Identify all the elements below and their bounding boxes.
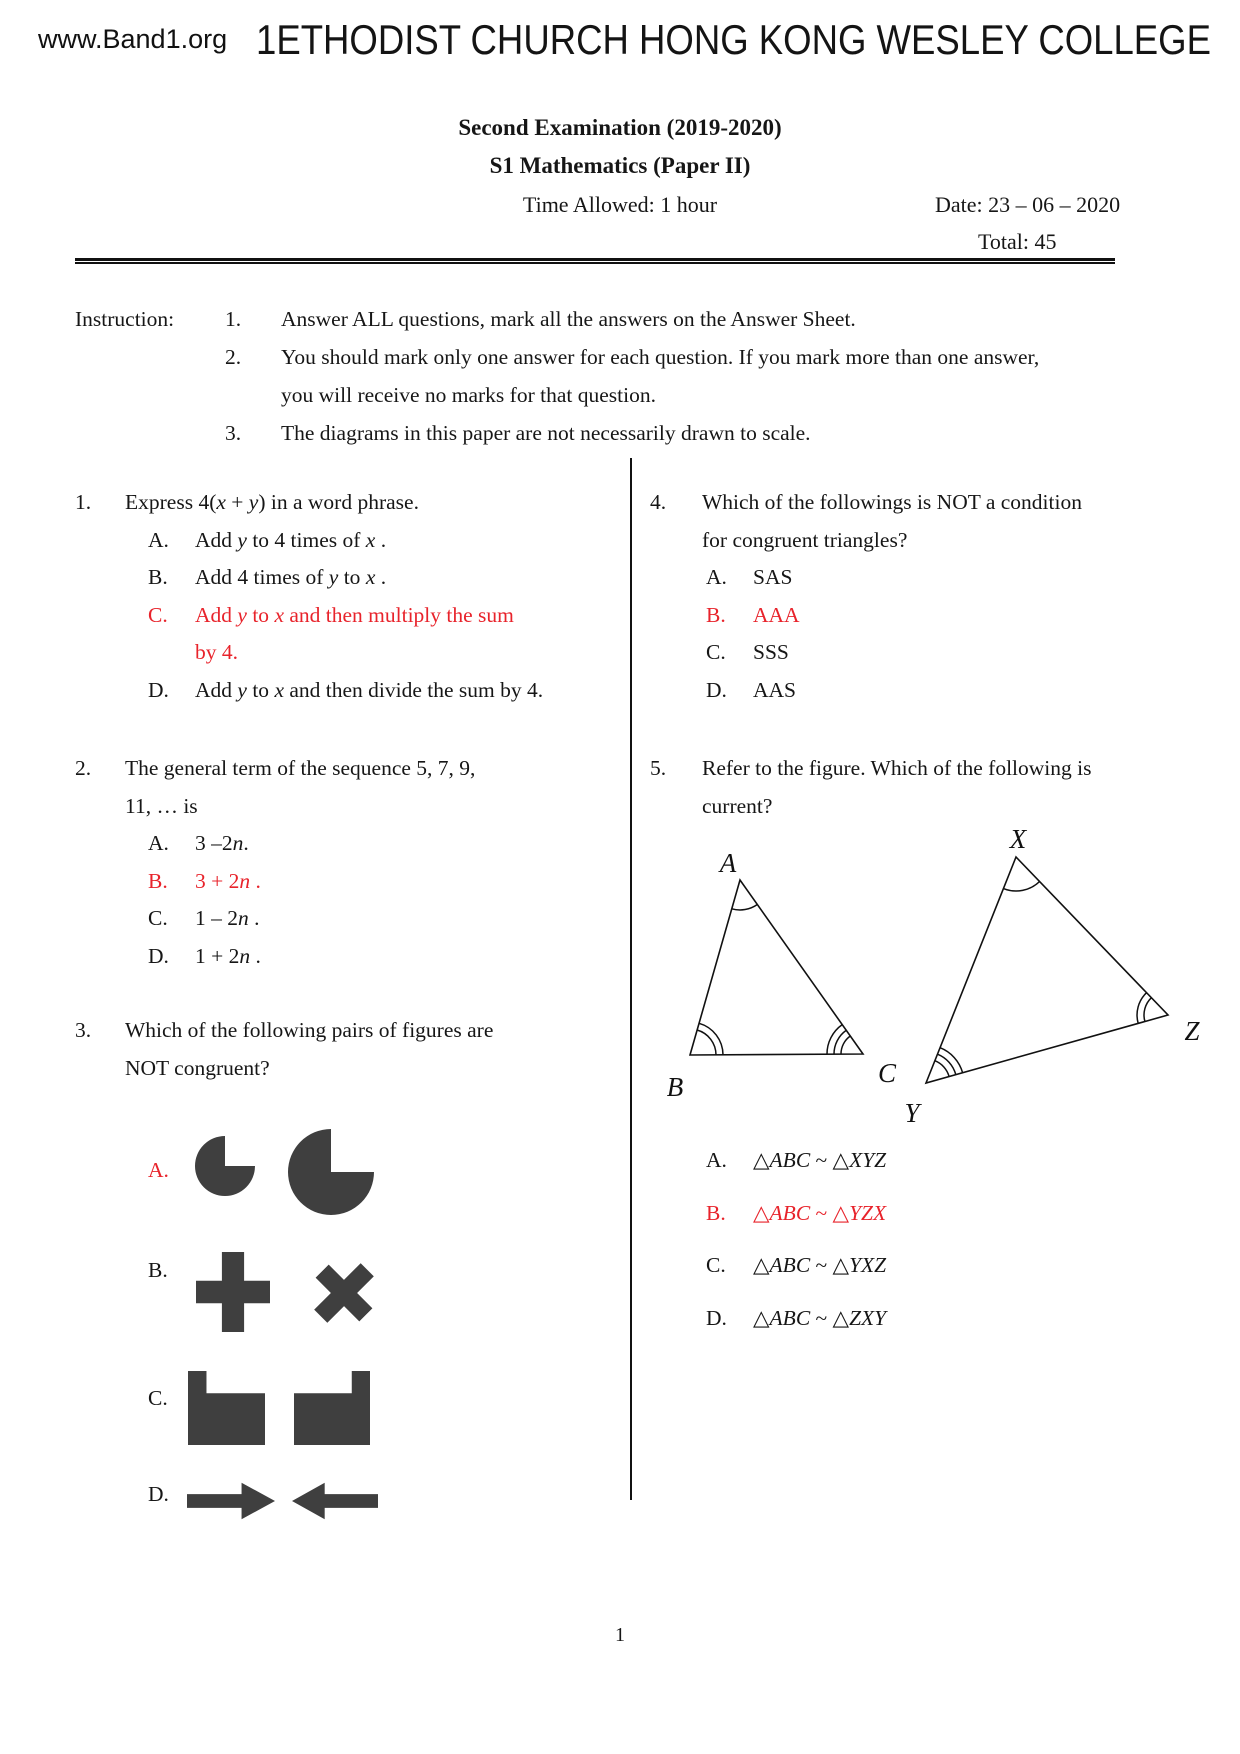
vertex-label-x: X (1009, 824, 1027, 854)
option-b-label: B. (148, 1258, 168, 1282)
question-text: The general term of the sequence 5, 7, 9, 11, … is (125, 756, 476, 818)
option-label: D. (148, 677, 169, 702)
option-d (706, 1300, 1210, 1338)
instruction-number: 3. (225, 421, 242, 445)
right-arrow-figure (187, 1482, 275, 1520)
exam-time-allowed: Time Allowed: 1 hour (522, 192, 718, 217)
cross-figure-inner (299, 1248, 390, 1339)
option-a (706, 559, 1240, 597)
cross-figure (313, 1260, 375, 1326)
option-a (706, 1142, 1210, 1180)
angle-arc-b (697, 1030, 716, 1055)
watermark-url: www.Band1.org (38, 24, 228, 54)
option-a-label: A. (148, 1158, 169, 1182)
option-b (706, 597, 1240, 635)
option-c (706, 634, 1240, 672)
instructions-list (225, 300, 1195, 452)
option-text: △ABC ~ △ZXY (753, 1305, 887, 1330)
option-text: △ABC ~ △YZX (753, 1200, 887, 1225)
question-text: Which of the following pairs of figures are NOT congruent? (125, 1018, 494, 1080)
angle-arc-y (940, 1048, 963, 1073)
option-b (706, 1195, 1210, 1233)
school-name: 1ETHODIST CHURCH HONG KONG WESLEY COLLEGE (256, 16, 1211, 63)
option-d (148, 938, 620, 976)
instruction-item (225, 414, 1195, 452)
option-d-label: D. (148, 1482, 169, 1506)
instruction-number: 1. (225, 307, 242, 331)
option-label: D. (148, 943, 169, 968)
option-label: C. (706, 1253, 726, 1278)
question-2 (75, 750, 620, 976)
instruction-item (225, 300, 1195, 338)
option-a (148, 522, 620, 560)
option-label: D. (706, 677, 727, 702)
option-label: C. (148, 906, 168, 931)
instructions-label: Instruction: (75, 307, 175, 331)
option-b (148, 559, 620, 597)
option-label: C. (706, 640, 726, 665)
question-5 (650, 750, 1240, 1370)
page-number: 1 (615, 1624, 625, 1646)
option-c-label: C. (148, 1386, 168, 1410)
question-1 (75, 484, 620, 710)
triangle-xyz (926, 857, 1168, 1083)
instruction-text: The diagrams in this paper are not necessarily drawn to scale. (281, 421, 811, 445)
option-a (148, 825, 620, 863)
option-label: A. (148, 527, 169, 552)
question-number: 5. (650, 756, 667, 780)
question-text: Which of the followings is NOT a condition for congruent triangles? (702, 490, 1082, 552)
option-text: 1 – 2n . (195, 906, 260, 931)
option-text: Add y to 4 times of x . (195, 527, 387, 552)
option-d (148, 672, 620, 710)
exam-subject: S1 Mathematics (Paper II) (489, 153, 751, 178)
option-text: AAS (753, 677, 797, 702)
angle-arc-y (935, 1061, 949, 1077)
option-label: D. (706, 1305, 727, 1330)
option-c (148, 597, 620, 672)
notched-square-right-figure (294, 1371, 370, 1445)
angle-arc-a (732, 905, 758, 910)
angle-arc-c (841, 1036, 850, 1054)
angle-arc-x (1003, 882, 1039, 892)
option-text: SAS (753, 565, 793, 590)
question-number: 3. (75, 1018, 92, 1042)
question-number: 2. (75, 756, 92, 780)
question-number: 4. (650, 490, 667, 514)
option-label: A. (706, 1148, 727, 1172)
option-text: AAA (753, 602, 800, 627)
instruction-text: Answer ALL questions, mark all the answers on the Answer Sheet. (281, 307, 856, 331)
option-text: 1 + 2n . (195, 943, 261, 968)
option-text: SSS (753, 640, 789, 665)
option-label: C. (148, 602, 168, 627)
option-c (706, 1247, 1210, 1285)
question-prompt (75, 750, 620, 825)
question-text: Refer to the figure. Which of the following is current? (702, 756, 1092, 818)
option-text: △ABC ~ △YXZ (753, 1253, 887, 1278)
vertex-label-b: B (666, 1072, 684, 1102)
instructions (75, 300, 1195, 452)
option-label: B. (148, 565, 168, 590)
question-4 (650, 484, 1240, 710)
option-label: B. (706, 602, 726, 627)
option-text: 3 + 2n . (195, 868, 261, 893)
pac-circle-small-figure (194, 1135, 256, 1197)
header-rule (75, 258, 1115, 264)
exam-date: Date: 23 – 06 – 2020 (935, 192, 1121, 217)
instruction-item (225, 338, 1195, 414)
plus-figure (196, 1252, 270, 1332)
question-prompt (75, 484, 620, 522)
question-prompt (650, 484, 1240, 559)
left-arrow-figure (292, 1482, 378, 1520)
question-number: 1. (75, 490, 92, 514)
congruent-triangles-figure (650, 812, 1210, 1142)
column-divider (630, 458, 632, 1500)
option-text: Add 4 times of y to x . (195, 565, 387, 590)
question-text: Express 4(x + y) in a word phrase. (125, 490, 419, 514)
question-prompt (75, 1012, 620, 1087)
angle-arc-z (1144, 998, 1151, 1022)
option-text: △ABC ~ △XYZ (753, 1148, 887, 1172)
option-label: A. (148, 831, 169, 856)
vertex-label-c: C (877, 1058, 897, 1088)
question-3 (75, 1012, 620, 1592)
option-label: A. (706, 565, 727, 590)
vertex-label-y: Y (904, 1098, 920, 1128)
option-c (148, 900, 620, 938)
option-text: Add y to x and then multiply the sum by 4. (195, 602, 514, 665)
option-b (148, 863, 620, 901)
option-d (706, 672, 1240, 710)
exam-total-marks: Total: 45 (978, 229, 1057, 254)
option-text: Add y to x and then divide the sum by 4. (195, 677, 544, 702)
vertex-label-a: A (719, 848, 737, 878)
option-label: B. (706, 1200, 726, 1225)
instruction-text: You should mark only one answer for each question. If you mark more than one answer, you will receive no marks for that question. (281, 345, 1040, 407)
option-label: B. (148, 868, 168, 893)
vertex-label-z: Z (1184, 1016, 1200, 1046)
question-5-options (650, 1142, 1210, 1352)
exam-title: Second Examination (2019-2020) (458, 115, 782, 140)
pac-circle-large-figure (287, 1128, 375, 1216)
notched-square-left-figure (188, 1371, 265, 1445)
option-text: 3 –2n. (195, 831, 249, 856)
instruction-number: 2. (225, 345, 242, 369)
